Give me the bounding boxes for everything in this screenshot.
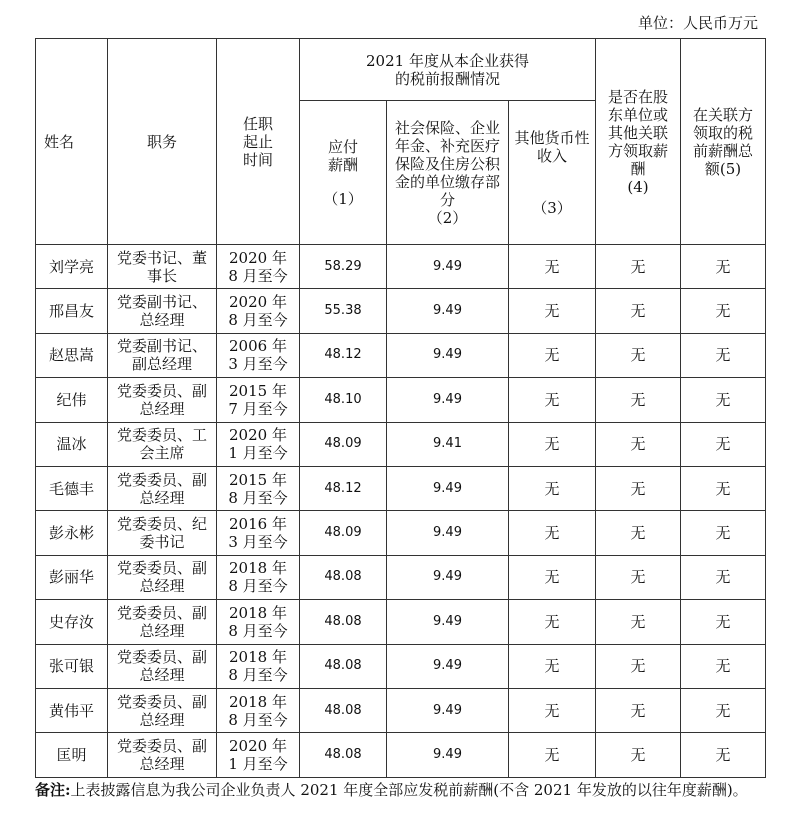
cell-name: 史存汝 (36, 600, 108, 644)
cell-name: 彭丽华 (36, 555, 108, 599)
cell-name: 毛德丰 (36, 466, 108, 510)
cell-insurance: 9.49 (387, 555, 509, 599)
cell-other-income: 无 (509, 511, 596, 555)
cell-name: 温冰 (36, 422, 108, 466)
cell-name: 匡明 (36, 733, 108, 777)
cell-other-income: 无 (509, 688, 596, 732)
cell-tenure: 2020 年 8 月至今 (217, 289, 300, 333)
header-related-total: 在关联方领取的税前薪酬总额(5) (681, 39, 766, 245)
cell-related-total: 无 (681, 600, 766, 644)
cell-insurance: 9.49 (387, 600, 509, 644)
table-row (36, 466, 766, 510)
cell-position: 党委委员、副总经理 (108, 466, 217, 510)
cell-position: 党委委员、副总经理 (108, 555, 217, 599)
cell-related-flag: 无 (596, 733, 681, 777)
cell-other-income: 无 (509, 733, 596, 777)
table-row (36, 600, 766, 644)
cell-related-total: 无 (681, 333, 766, 377)
cell-related-flag: 无 (596, 600, 681, 644)
footnote-label: 备注: (35, 781, 71, 799)
cell-related-total: 无 (681, 466, 766, 510)
cell-related-flag: 无 (596, 511, 681, 555)
cell-other-income: 无 (509, 555, 596, 599)
cell-insurance: 9.49 (387, 245, 509, 289)
table-row (36, 245, 766, 289)
cell-related-total: 无 (681, 555, 766, 599)
header-tenure: 任职起止时间 (217, 39, 300, 245)
cell-position: 党委委员、副总经理 (108, 600, 217, 644)
cell-salary: 48.09 (300, 422, 387, 466)
cell-tenure: 2016 年 3 月至今 (217, 511, 300, 555)
cell-salary: 48.09 (300, 511, 387, 555)
cell-other-income: 无 (509, 245, 596, 289)
cell-position: 党委书记、董事长 (108, 245, 217, 289)
cell-tenure: 2006 年 3 月至今 (217, 333, 300, 377)
table-row (36, 333, 766, 377)
footnote (35, 780, 765, 800)
cell-related-flag: 无 (596, 422, 681, 466)
cell-insurance: 9.49 (387, 466, 509, 510)
cell-insurance: 9.49 (387, 688, 509, 732)
cell-name: 黄伟平 (36, 688, 108, 732)
cell-salary: 58.29 (300, 245, 387, 289)
cell-related-flag: 无 (596, 378, 681, 422)
cell-position: 党委副书记、副总经理 (108, 333, 217, 377)
cell-salary: 48.08 (300, 644, 387, 688)
cell-salary: 48.12 (300, 466, 387, 510)
cell-name: 张可银 (36, 644, 108, 688)
cell-related-total: 无 (681, 733, 766, 777)
header-name: 姓名 (36, 39, 108, 245)
table-row (36, 422, 766, 466)
compensation-table (35, 38, 766, 778)
cell-salary: 48.08 (300, 733, 387, 777)
cell-salary: 48.08 (300, 688, 387, 732)
table-row (36, 378, 766, 422)
table-row (36, 511, 766, 555)
cell-tenure: 2015 年 7 月至今 (217, 378, 300, 422)
cell-insurance: 9.49 (387, 289, 509, 333)
cell-tenure: 2018 年 8 月至今 (217, 688, 300, 732)
cell-insurance: 9.49 (387, 378, 509, 422)
cell-related-flag: 无 (596, 644, 681, 688)
cell-insurance: 9.49 (387, 333, 509, 377)
cell-tenure: 2018 年 8 月至今 (217, 644, 300, 688)
cell-salary: 48.10 (300, 378, 387, 422)
cell-salary: 48.08 (300, 600, 387, 644)
cell-related-total: 无 (681, 245, 766, 289)
cell-salary: 55.38 (300, 289, 387, 333)
table-row (36, 644, 766, 688)
cell-position: 党委副书记、总经理 (108, 289, 217, 333)
table-row (36, 688, 766, 732)
header-position: 职务 (108, 39, 217, 245)
cell-name: 邢昌友 (36, 289, 108, 333)
cell-related-total: 无 (681, 422, 766, 466)
cell-name: 赵思嵩 (36, 333, 108, 377)
cell-other-income: 无 (509, 422, 596, 466)
cell-related-flag: 无 (596, 289, 681, 333)
cell-tenure: 2020 年 1 月至今 (217, 422, 300, 466)
header-compensation-group: 2021 年度从本企业获得的税前报酬情况 (300, 39, 596, 101)
cell-related-total: 无 (681, 511, 766, 555)
cell-position: 党委委员、副总经理 (108, 733, 217, 777)
cell-name: 彭永彬 (36, 511, 108, 555)
header-insurance: 社会保险、企业年金、补充医疗保险及住房公积金的单位缴存部分 （2） (387, 101, 509, 245)
header-other-income: 其他货币性收入 （3） (509, 101, 596, 245)
cell-name: 刘学亮 (36, 245, 108, 289)
cell-tenure: 2020 年 1 月至今 (217, 733, 300, 777)
footnote-text: 上表披露信息为我公司企业负责人 2021 年度全部应发税前薪酬(不含 2021 年发放的以往年度薪酬)。 (70, 781, 748, 799)
cell-position: 党委委员、工会主席 (108, 422, 217, 466)
cell-other-income: 无 (509, 289, 596, 333)
cell-position: 党委委员、纪委书记 (108, 511, 217, 555)
cell-tenure: 2018 年 8 月至今 (217, 600, 300, 644)
cell-tenure: 2018 年 8 月至今 (217, 555, 300, 599)
cell-other-income: 无 (509, 600, 596, 644)
cell-related-flag: 无 (596, 688, 681, 732)
cell-salary: 48.08 (300, 555, 387, 599)
cell-tenure: 2020 年 8 月至今 (217, 245, 300, 289)
table-row (36, 555, 766, 599)
cell-name: 纪伟 (36, 378, 108, 422)
header-related-flag: 是否在股东单位或其他关联方领取薪酬 (4) (596, 39, 681, 245)
cell-insurance: 9.49 (387, 644, 509, 688)
cell-related-flag: 无 (596, 333, 681, 377)
cell-related-total: 无 (681, 688, 766, 732)
cell-other-income: 无 (509, 644, 596, 688)
cell-related-flag: 无 (596, 555, 681, 599)
cell-insurance: 9.49 (387, 733, 509, 777)
cell-position: 党委委员、副总经理 (108, 644, 217, 688)
table-row (36, 289, 766, 333)
cell-insurance: 9.41 (387, 422, 509, 466)
cell-insurance: 9.49 (387, 511, 509, 555)
header-salary: 应付薪酬 （1） (300, 101, 387, 245)
cell-other-income: 无 (509, 378, 596, 422)
cell-tenure: 2015 年 8 月至今 (217, 466, 300, 510)
cell-related-total: 无 (681, 378, 766, 422)
cell-salary: 48.12 (300, 333, 387, 377)
cell-position: 党委委员、副总经理 (108, 378, 217, 422)
cell-related-total: 无 (681, 289, 766, 333)
cell-other-income: 无 (509, 466, 596, 510)
cell-related-total: 无 (681, 644, 766, 688)
cell-other-income: 无 (509, 333, 596, 377)
cell-related-flag: 无 (596, 245, 681, 289)
unit-label: 单位：人民币万元 (637, 14, 758, 32)
table-row (36, 733, 766, 777)
cell-position: 党委委员、副总经理 (108, 688, 217, 732)
cell-related-flag: 无 (596, 466, 681, 510)
